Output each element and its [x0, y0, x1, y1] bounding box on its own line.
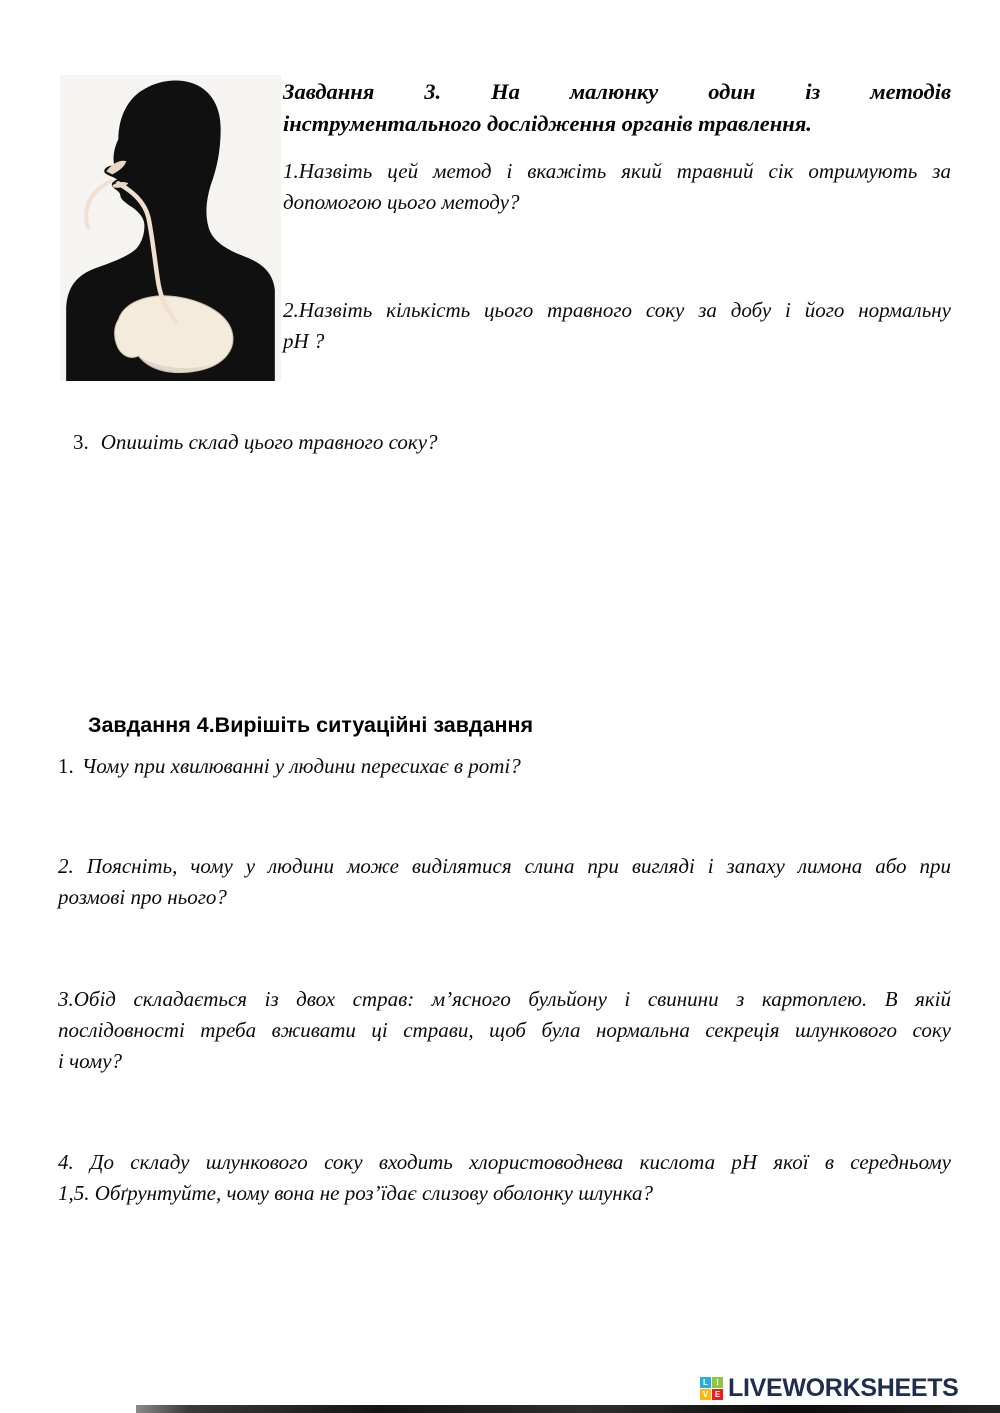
logo-square-i: I	[712, 1377, 723, 1388]
task3-question-3-text: Опишіть склад цього травного соку?	[100, 430, 438, 454]
task4-question-2-line2: розмові про нього?	[58, 884, 227, 909]
liveworksheets-grid-icon	[700, 1377, 723, 1400]
task4-question-3	[58, 984, 951, 1077]
probe-tube	[86, 181, 110, 227]
task3-question-3	[73, 427, 773, 458]
liveworksheets-logo[interactable]	[700, 1374, 959, 1403]
task4-question-3-line3: і чому?	[58, 1048, 123, 1073]
task3-question-2-line2: pH ?	[283, 328, 325, 353]
task3-question-2	[283, 295, 951, 357]
task4-question-3-line1: 3.Обід складається із двох страв: м’ясного бульйону і свинини з картоплею. В якій	[58, 987, 951, 1011]
task4-question-3-line2: послідовності треба вживати ці страви, щоб була нормальна секреція шлункового соку	[58, 1017, 951, 1042]
task3-question-1-line2: допомогою цього методу?	[283, 189, 520, 214]
task4-question-4	[58, 1147, 951, 1209]
task4-question-4-line2: 1,5. Обґрунтуйте, чому вона не роз’їдає слизову оболонку шлунка?	[58, 1180, 654, 1205]
task3-question-1-line1: 1.Назвіть цей метод і вкажіть який травний сік отримують за	[283, 159, 951, 183]
task3-heading-line1: Завдання 3. На малюнку один із методів	[283, 79, 951, 104]
task4-heading: Завдання 4.Вирішіть ситуаційні завдання	[88, 713, 534, 737]
task4-question-1-text: Чому при хвилюванні у людини пересихає в роті?	[81, 754, 521, 778]
logo-square-e: E	[712, 1389, 723, 1400]
task4-question-1	[58, 751, 951, 782]
digestive-probing-illustration	[60, 75, 281, 381]
task3-question-1	[283, 156, 951, 218]
next-page-edge	[136, 1405, 1000, 1413]
task4-question-4-line1: 4. До складу шлункового соку входить хлористоводнева кислота pH якої в середньому	[58, 1150, 951, 1174]
task4-question-1-number: 1.	[58, 754, 74, 778]
task3-heading	[283, 76, 951, 140]
logo-square-l: L	[700, 1377, 711, 1388]
task4-question-2-line1: 2. Поясніть, чому у людини може виділятися слина при вигляді і запаху лимона або при	[58, 854, 951, 878]
task4-question-2	[58, 851, 951, 913]
liveworksheets-wordmark: LIVEWORKSHEETS	[728, 1374, 959, 1402]
task3-question-3-number: 3.	[73, 430, 89, 454]
task3-question-2-line1: 2.Назвіть кількість цього травного соку за добу і його нормальну	[283, 298, 951, 322]
digestive-probing-figure	[60, 75, 281, 381]
logo-square-v: V	[700, 1389, 711, 1400]
task3-heading-line2: інструментального дослідження органів травлення.	[283, 110, 812, 136]
